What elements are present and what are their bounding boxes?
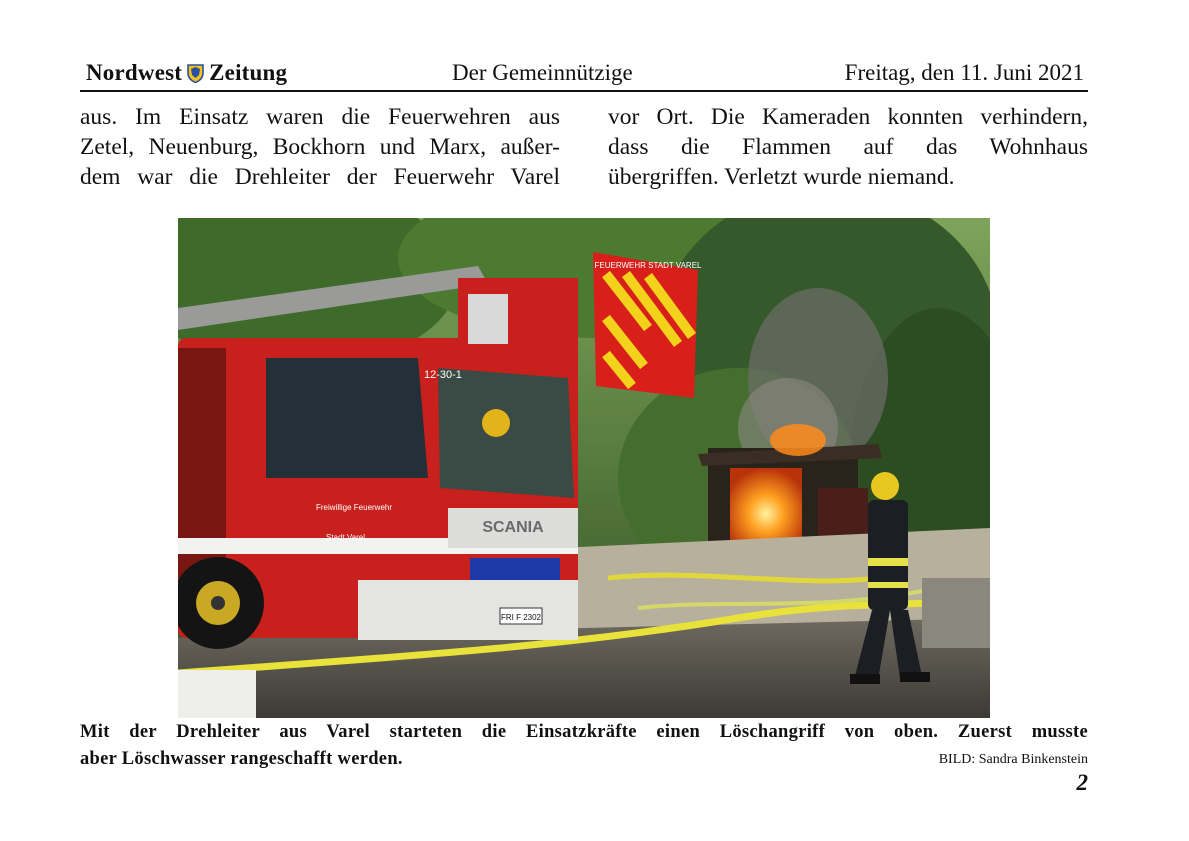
page-number: 2 (1076, 770, 1088, 795)
door-text-line1: Freiwillige Feuerwehr (316, 503, 393, 512)
article-line: dem war die Drehleiter der Feuerwehr Varel (80, 164, 560, 190)
article-line: übergriffen. Verletzt wurde niemand. (608, 164, 955, 190)
truck-id-label: 12-30-1 (424, 369, 462, 381)
caption-line1: Mit der Drehleiter aus Varel starteten die Einsatzkräfte einen Löschangriff von oben. Zuerst musste (80, 722, 1088, 742)
truck-brand-label: SCANIA (482, 519, 544, 536)
article-line: dass die Flammen auf das Wohnhaus (608, 134, 1088, 160)
newspaper-header (80, 58, 1088, 92)
issue-date: Freitag, den 11. Juni 2021 (844, 60, 1084, 85)
article-line: vor Ort. Die Kameraden konnten verhindern, (608, 104, 1088, 130)
coat-of-arms-icon (187, 64, 204, 83)
article-line: aus. Im Einsatz waren die Feuerwehren aus (80, 104, 560, 130)
masthead-name-left: Nordwest (86, 60, 183, 85)
license-plate: FRI F 2302 (500, 613, 542, 622)
caption-line2: aber Löschwasser rangeschafft werden. (80, 749, 403, 769)
masthead (86, 60, 287, 86)
article-column-right (608, 102, 1088, 192)
section-title: Der Gemeinnützige (452, 60, 633, 85)
ladder-label: FEUERWEHR STADT VAREL (594, 261, 702, 270)
photo-caption (80, 719, 1088, 773)
news-photo (178, 218, 990, 718)
fire-scene-illustration (178, 218, 990, 718)
photo-credit: BILD: Sandra Binkenstein (938, 752, 1088, 767)
article-line: Zetel, Neuenburg, Bockhorn und Marx, außer- (80, 134, 560, 160)
door-text-line2: Stadt Varel (326, 533, 365, 542)
masthead-name-right: Zeitung (209, 60, 288, 85)
article-column-left (80, 102, 560, 192)
